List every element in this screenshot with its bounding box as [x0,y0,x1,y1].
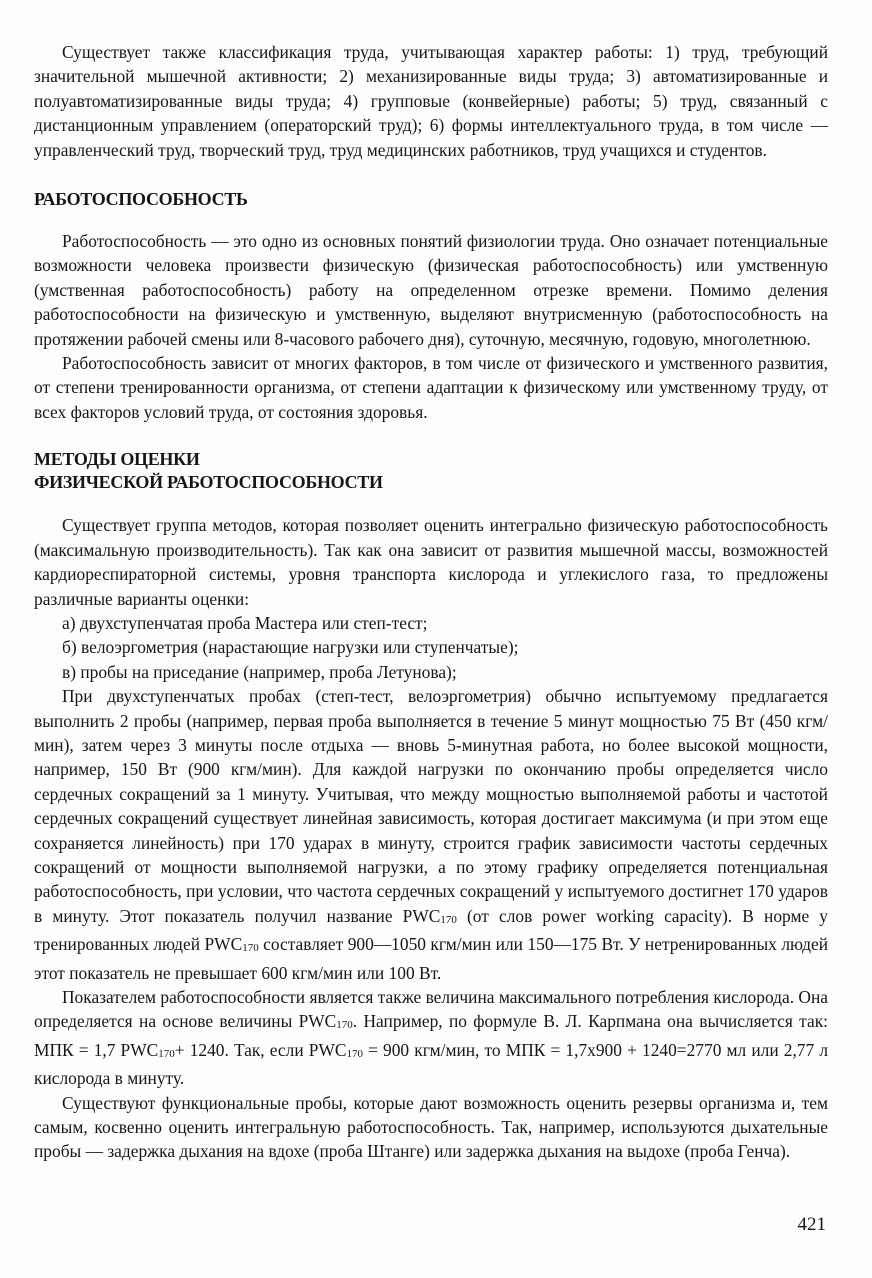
list-item-master-test: а) двухступенчатая проба Мастера или степ-тест; [62,612,428,633]
subscript-170: 170 [440,913,457,926]
heading-assessment-methods [34,448,828,494]
list-item-squat-test: в) пробы на приседание (например, проба Летунова); [62,661,457,682]
subscript-170: 170 [242,942,259,955]
subscript-170: 170 [336,1019,353,1032]
heading-work-capacity: РАБОТОСПОСОБНОСТЬ [34,189,248,210]
paragraph-methods-intro: Существует группа методов, которая позволяет оценить интегрально физическую работоспособность (максимальную производительность). Так как она зависит от развития мышечной массы, возможностей кардиореспираторной системы, уровня транспорта кислорода и углекислого газа, то предложены различные варианты оценки: [34,515,828,609]
paragraph-labor-classification: Существует также классификация труда, учитывающая характер работы: 1) труд, требующий значительной мышечной активности; 2) механизированные виды труда; 3) автоматизированные и полуавтоматизированные виды труда; 4) групповые (конвейерные) работы; 5) труд, связанный с дистанционным управлением (операторский труд); 6) формы интеллектуального труда, в том числе — управленческий труд, творческий труд, труд медицинских работников, труд учащихся и студентов. [34,42,828,160]
subscript-170: 170 [158,1047,175,1060]
text-segment: составляет 900—1050 кгм/мин или 150—175 Вт. У нетренированных людей этот показатель не превышает 600 кгм/мин или 100 Вт. [34,934,828,983]
text-segment: + 1240. Так, если PWC [174,1039,347,1060]
paragraph-max-oxygen-consumption [34,985,828,1091]
heading-assessment-line1: МЕТОДЫ ОЦЕНКИ [34,449,200,470]
text-segment: = 900 кгм/мин, то МПК = 1,7х900 + 1240=2770 мл или 2,77 л кислорода в минуту. [34,1039,828,1089]
paragraph-functional-tests: Существуют функциональные пробы, которые дают возможность оценить резервы организма и, тем самым, косвенно оценить интегральную работоспособность. Так, например, используются дыхательные пробы — задержка дыхания на вдохе (проба Штанге) или задержка дыхания на выдохе (проба Генча). [34,1092,828,1162]
subscript-170: 170 [346,1047,363,1060]
paragraph-work-capacity-factors: Работоспособность зависит от многих факторов, в том числе от физического и умственного развития, от степени тренированности организма, от степени адаптации к физическому или умственному труду, от всех факторов условий труда, от состояния здоровья. [34,353,828,422]
text-segment: (от слов power working capacity). В норме у тренированных людей PWC [34,905,828,955]
text-segment: При двухступенчатых пробах (степ-тест, велоэргометрия) обычно испытуемому предлагается выполнить 2 пробы (например, первая проба выполняется в течение 5 минут мощностью 75 Вт (450 кгм/мин), затем через 3 минуты после отдыха — вновь 5-минутная работа, но более высокой мощности, например, 150 Вт (900 кгм/мин). Для каждой нагрузки по окончанию пробы определяется число сердечных сокращений за 1 минуту. Учитывая, что между мощностью выполняемой работы и частотой сердечных сокращений существует линейная зависимость, которая достигает максимума (и при этом еще сохраняется линейность) при 170 ударах в минуту, строится график зависимости частоты сердечных сокращений от мощности выполняемой нагрузки, а по этому графику определяется потенциальная работоспособность, при условии, что частота сердечных сокращений у испытуемого достигнет 170 ударов в минуту. Этот показатель получил название PWC [34,686,828,926]
text-segment: Показателем работоспособности является также величина максимального потребления кислорода. Она определяется на основе величины PWC [34,987,828,1032]
paragraph-two-step-tests [34,684,828,985]
list-item-veloergometry: б) велоэргометрия (нарастающие нагрузки или ступенчатые); [62,637,519,658]
text-segment: . Например, по формуле В. Л. Карпмана она вычисляется так: МПК = 1,7 PWC [34,1011,828,1060]
heading-assessment-line2: ФИЗИЧЕСКОЙ РАБОТОСПОСОБНОСТИ [34,472,383,493]
paragraph-work-capacity-definition: Работоспособность — это одно из основных понятий физиологии труда. Оно означает потенциальные возможности человека произвести физическую (физическая работоспособность) или умственную (умственная работоспособность) работу на определенном отрезке времени. Помимо деления работоспособности на физическую и умственную, выделяют внутрисменную (работоспособность на протяжении рабочей смены или 8-часового рабочего дня), суточную, месячную, годовую, многолетнюю. [34,231,828,349]
page-number: 421 [797,1214,826,1235]
